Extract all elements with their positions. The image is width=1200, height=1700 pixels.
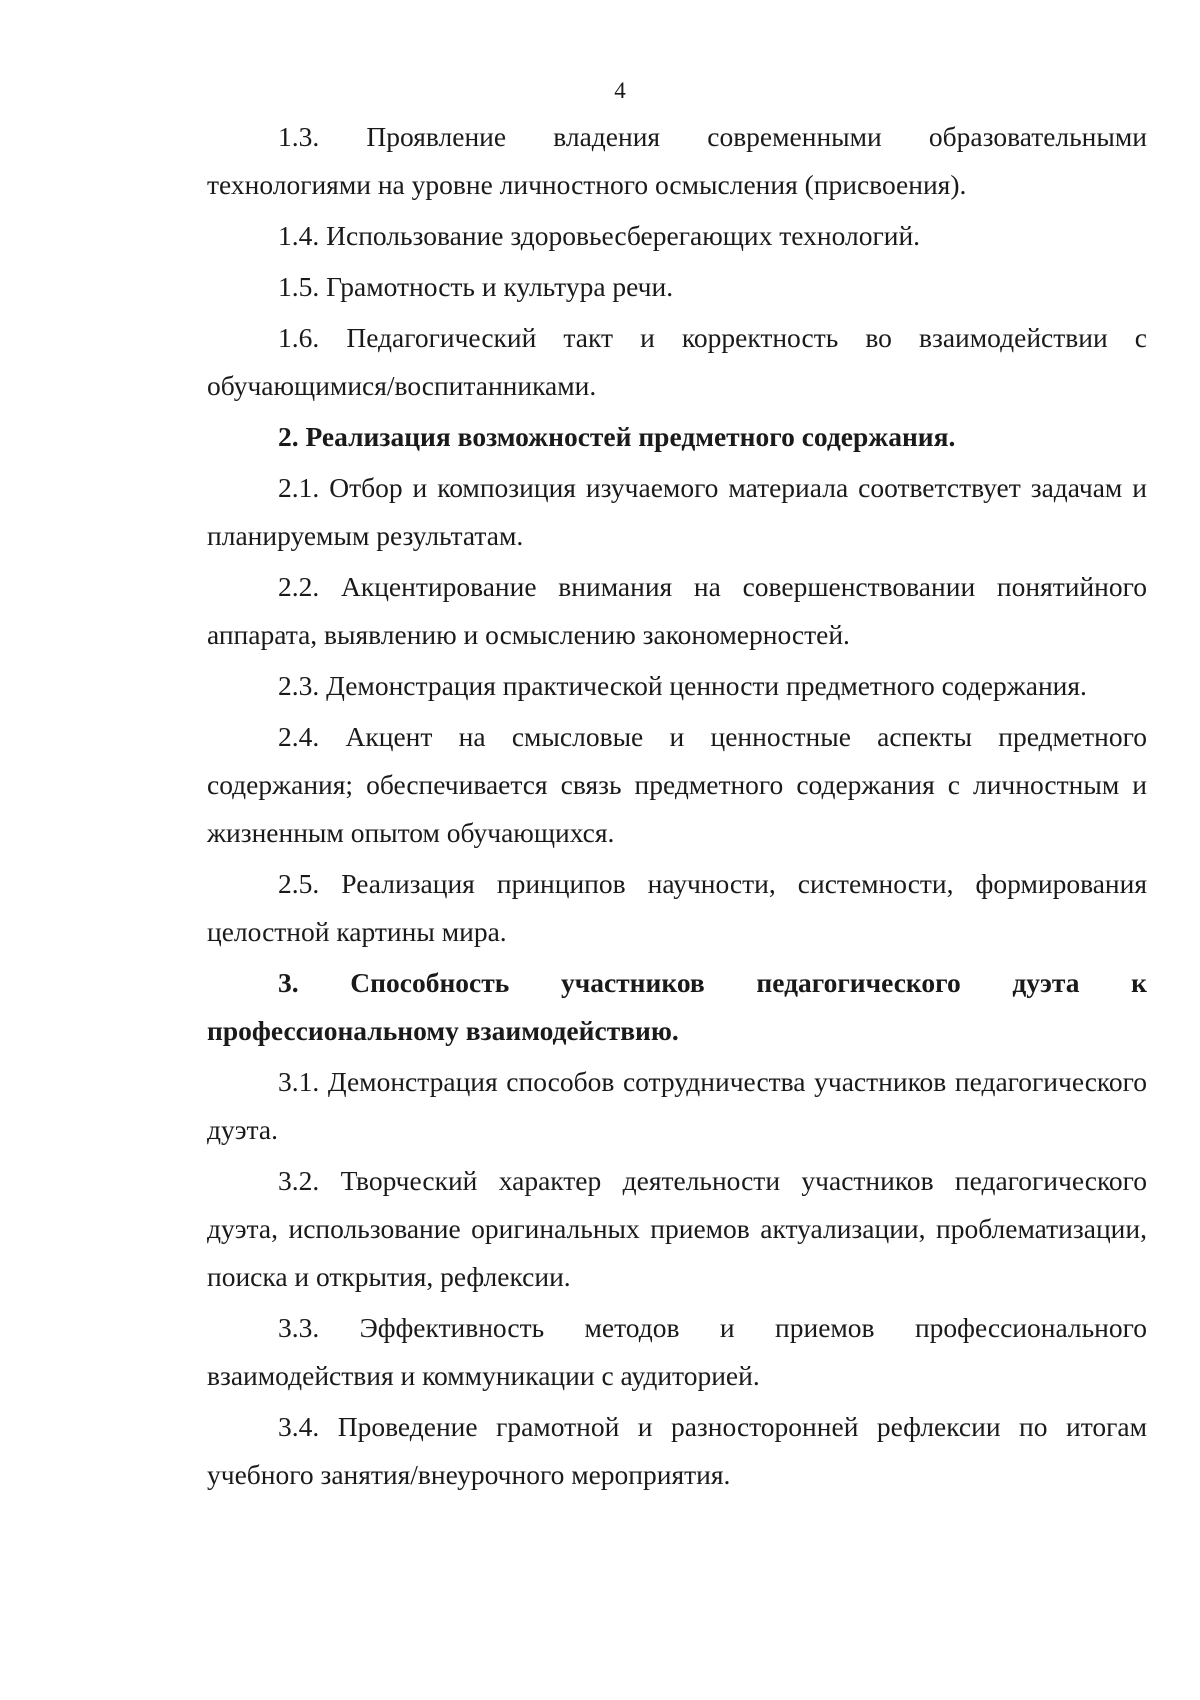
paragraph-1-4: 1.4. Использование здоровьесберегающих технологий. [278,220,921,251]
section-heading-3: 3. Способность участников педагогического дуэта к профессиональному взаимодействию. [207,967,1147,1046]
paragraph-3-4: 3.4. Проведение грамотной и разносторонней рефлексии по итогам учебного занятия/внеурочного мероприятия. [207,1411,1147,1490]
paragraph-1-3: 1.3. Проявление владения современными образовательными технологиями на уровне личностного осмысления (присвоения). [207,121,1147,200]
section-heading-2: 2. Реализация возможностей предметного содержания. [278,421,956,452]
paragraph-1-5: 1.5. Грамотность и культура речи. [278,271,674,302]
page-number: 4 [614,78,626,103]
paragraph-3-2: 3.2. Творческий характер деятельности участников педагогического дуэта, использование оригинальных приемов актуализации, проблематизации, поиска и открытия, рефлексии. [207,1165,1147,1292]
paragraph-2-2: 2.2. Акцентирование внимания на совершенствовании понятийного аппарата, выявлению и осмыслению закономерностей. [207,571,1147,650]
paragraph-3-1: 3.1. Демонстрация способов сотрудничества участников педагогического дуэта. [207,1066,1147,1145]
paragraph-2-4: 2.4. Акцент на смысловые и ценностные аспекты предметного содержания; обеспечивается связь предметного содержания с личностным и жизненным опытом обучающихся. [207,721,1147,848]
paragraph-2-1: 2.1. Отбор и композиция изучаемого материала соответствует задачам и планируемым результатам. [207,472,1147,551]
document-body [207,113,1147,1502]
paragraph-3-3: 3.3. Эффективность методов и приемов профессионального взаимодействия и коммуникации с аудиторией. [207,1312,1147,1391]
paragraph-2-3: 2.3. Демонстрация практической ценности предметного содержания. [278,670,1087,701]
paragraph-1-6: 1.6. Педагогический такт и корректность во взаимодействии с обучающимися/воспитанниками. [207,322,1147,401]
paragraph-2-5: 2.5. Реализация принципов научности, системности, формирования целостной картины мира. [207,868,1147,947]
